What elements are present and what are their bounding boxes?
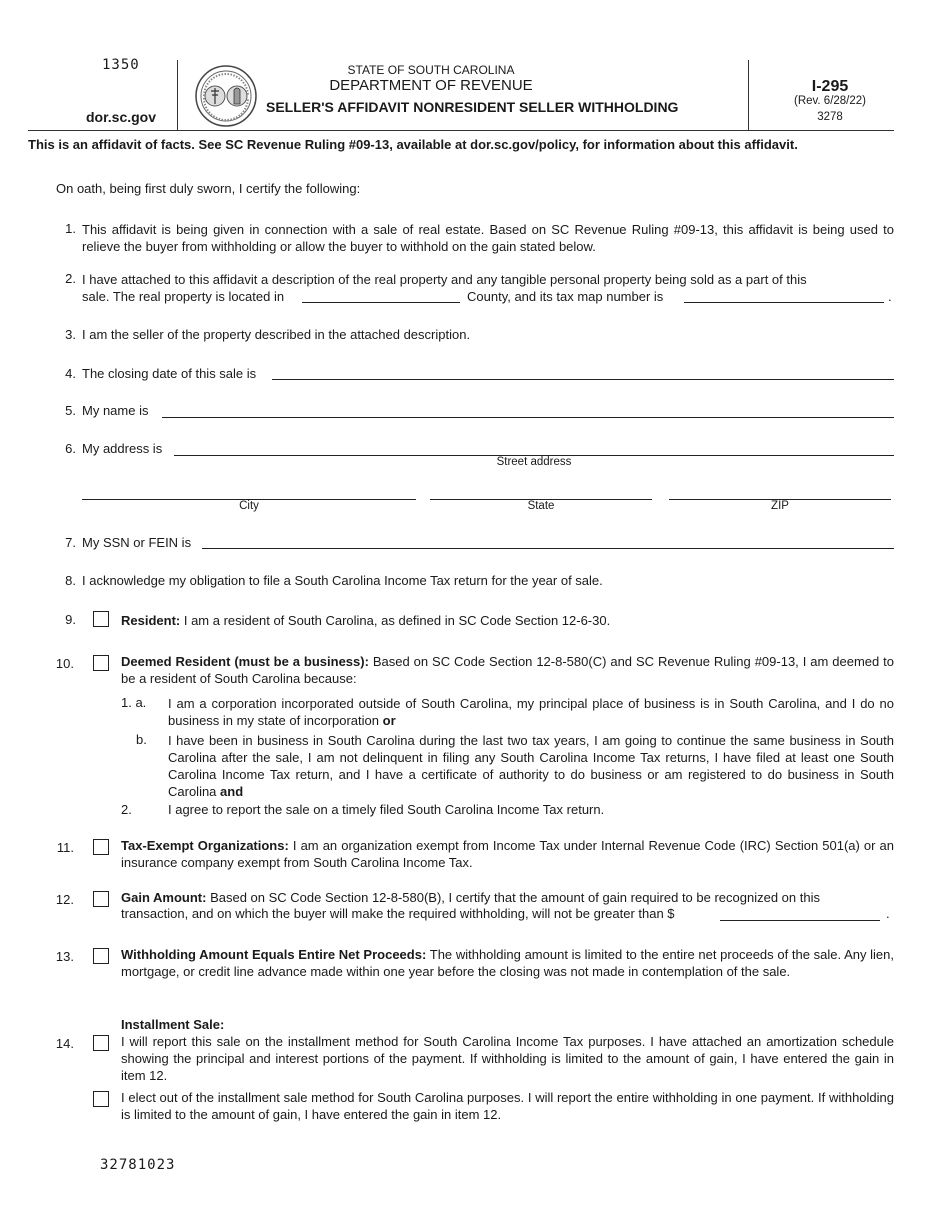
net-proceeds-checkbox[interactable] [93, 948, 109, 964]
tax-exempt-checkbox[interactable] [93, 839, 109, 855]
item-9-text [121, 612, 894, 629]
item-5-text: My name is [82, 403, 149, 418]
county-field[interactable] [302, 302, 460, 303]
name-field[interactable] [162, 417, 894, 418]
item-9-number: 9. [65, 612, 76, 627]
item-10-body: Based on SC Code Section 12-8-580(C) and SC Revenue Ruling #09-13, I am deemed to be a resident of South Carolina because: [121, 654, 894, 686]
form-title: SELLER'S AFFIDAVIT NONRESIDENT SELLER WITHHOLDING [266, 99, 679, 115]
ssn-fein-field[interactable] [202, 548, 894, 549]
street-address-caption: Street address [496, 456, 572, 468]
item-10-label: Deemed Resident (must be a business): [121, 654, 369, 669]
header-divider-right [748, 60, 749, 130]
item-10-1a-body: I am a corporation incorporated outside of South Carolina, my principal place of business is in South Carolina, and I do no business in my state of incorporation [168, 696, 894, 728]
item-13-number: 13. [55, 949, 74, 964]
state-seal-icon [194, 64, 258, 128]
elect-out-checkbox[interactable] [93, 1091, 109, 1107]
item-13-body: The withholding amount is limited to the entire net proceeds of the sale. Any lien, mortgage, or credit line advance made within one year before the closing was not made in contemplation of the sale. [121, 947, 895, 979]
tax-map-number-field[interactable] [684, 302, 884, 303]
resident-checkbox[interactable] [93, 611, 109, 627]
item-1-number: 1. [65, 221, 76, 236]
item-7-number: 7. [65, 535, 76, 550]
item-2-number: 2. [65, 271, 76, 286]
item-6-text: My address is [82, 441, 163, 456]
item-14-heading: Installment Sale: [121, 1017, 225, 1032]
item-4-number: 4. [65, 366, 76, 381]
item-13-text [121, 946, 894, 980]
item-5-number: 5. [65, 403, 76, 418]
item-12-number: 12. [55, 892, 74, 907]
item-2-line2b: County, and its tax map number is [467, 289, 664, 304]
state-name: STATE OF SOUTH CAROLINA [347, 63, 515, 77]
item-7-text: My SSN or FEIN is [82, 535, 192, 550]
item-10-text [121, 653, 894, 687]
item-14-option-2: I elect out of the installment sale method for South Carolina purposes. I will report the entire withholding in one payment. If withholding is limited to the amount of gain, I have entered the gain in item 12. [121, 1090, 894, 1122]
item-12-end: . [886, 906, 890, 921]
zip-caption: ZIP [771, 500, 789, 512]
item-12-body: Based on SC Code Section 12-8-580(B), I certify that the amount of gain required to be recognized on this [206, 890, 820, 905]
item-3-text: I am the seller of the property described in the attached description. [82, 327, 471, 342]
item-4-text: The closing date of this sale is [82, 366, 257, 381]
state-caption: State [527, 500, 555, 512]
item-11-number: 11. [56, 840, 74, 855]
form-revision: (Rev. 6/28/22) [793, 95, 866, 107]
header-rule [28, 130, 894, 131]
item-12-line1 [121, 889, 894, 906]
department-name: DEPARTMENT OF REVENUE [329, 77, 533, 94]
item-12-line2: transaction, and on which the buyer will make the required withholding, will not be greater than $ [121, 906, 675, 921]
gain-amount-checkbox[interactable] [93, 891, 109, 907]
item-10-1b-text [168, 732, 894, 800]
item-8-text: I acknowledge my obligation to file a South Carolina Income Tax return for the year of sale. [82, 573, 603, 588]
item-2-line2c: . [888, 289, 892, 304]
item-2-line1: I have attached to this affidavit a description of the real property and any tangible personal property being sold as a part of this [82, 272, 807, 287]
form-number: I-295 [811, 78, 849, 95]
item-10-2-label: 2. [121, 802, 132, 817]
item-10-1a-text [168, 695, 894, 729]
item-10-number: 10. [55, 656, 74, 671]
deemed-resident-checkbox[interactable] [93, 655, 109, 671]
city-caption: City [239, 500, 259, 512]
header-divider-left [177, 60, 178, 130]
item-10-1b-body: I have been in business in South Carolina during the last two tax years, I am going to continue the same business in South Carolina after the sale, I am not delinquent in filing any South Carolina Income Tax returns, I have filed at least one South Carolina Income Tax return, and I have a certificate of authority to do business or am registered to do business in South Carolina [168, 733, 894, 799]
website: dor.sc.gov [86, 109, 157, 125]
item-12-label: Gain Amount: [121, 890, 207, 905]
form-code: 1350 [102, 57, 140, 73]
intro-text: This is an affidavit of facts. See SC Revenue Ruling #09-13, available at dor.sc.gov/policy, for information about this affidavit. [28, 137, 798, 152]
item-2-line2a: sale. The real property is located in [82, 289, 285, 304]
item-9-body: I am a resident of South Carolina, as defined in SC Code Section 12-6-30. [180, 613, 611, 628]
item-14-number: 14. [55, 1036, 74, 1051]
item-14-option-1: I will report this sale on the installment method for South Carolina Income Tax purposes. I have attached an amortization schedule showing the principal and interest portions of the payment. If withholding is limited to the amount of gain, I have entered the gain in item 12. [121, 1034, 894, 1083]
gain-amount-field[interactable] [720, 920, 880, 921]
oath-text: On oath, being first duly sworn, I certify the following: [56, 181, 361, 196]
item-11-body: I am an organization exempt from Income Tax under Internal Revenue Code (IRC) Section 501(a) or an insurance company exempt from South Carolina Income Tax. [121, 838, 894, 870]
closing-date-field[interactable] [272, 379, 894, 380]
item-10-1a-conj: or [382, 713, 396, 728]
item-9-label: Resident: [121, 613, 181, 628]
item-10-1b-label: b. [136, 732, 147, 747]
item-10-1b-conj: and [220, 784, 244, 799]
item-10-2-text: I agree to report the sale on a timely filed South Carolina Income Tax return. [168, 802, 605, 817]
item-13-label: Withholding Amount Equals Entire Net Proceeds: [121, 947, 427, 962]
item-11-label: Tax-Exempt Organizations: [121, 838, 289, 853]
barcode-number: 32781023 [100, 1157, 176, 1173]
installment-method-checkbox[interactable] [93, 1035, 109, 1051]
item-1-text: This affidavit is being given in connection with a sale of real estate. Based on SC Revenue Ruling #09-13, this affidavit is being used to relieve the buyer from withholding or allow the buyer to withhold on the gain stated below. [82, 222, 894, 254]
item-10-1a-label: 1. a. [121, 695, 147, 710]
item-6-number: 6. [65, 441, 76, 456]
item-11-text [121, 837, 894, 871]
form-id: 3278 [817, 111, 843, 123]
item-8-number: 8. [65, 573, 76, 588]
item-3-number: 3. [65, 327, 76, 342]
